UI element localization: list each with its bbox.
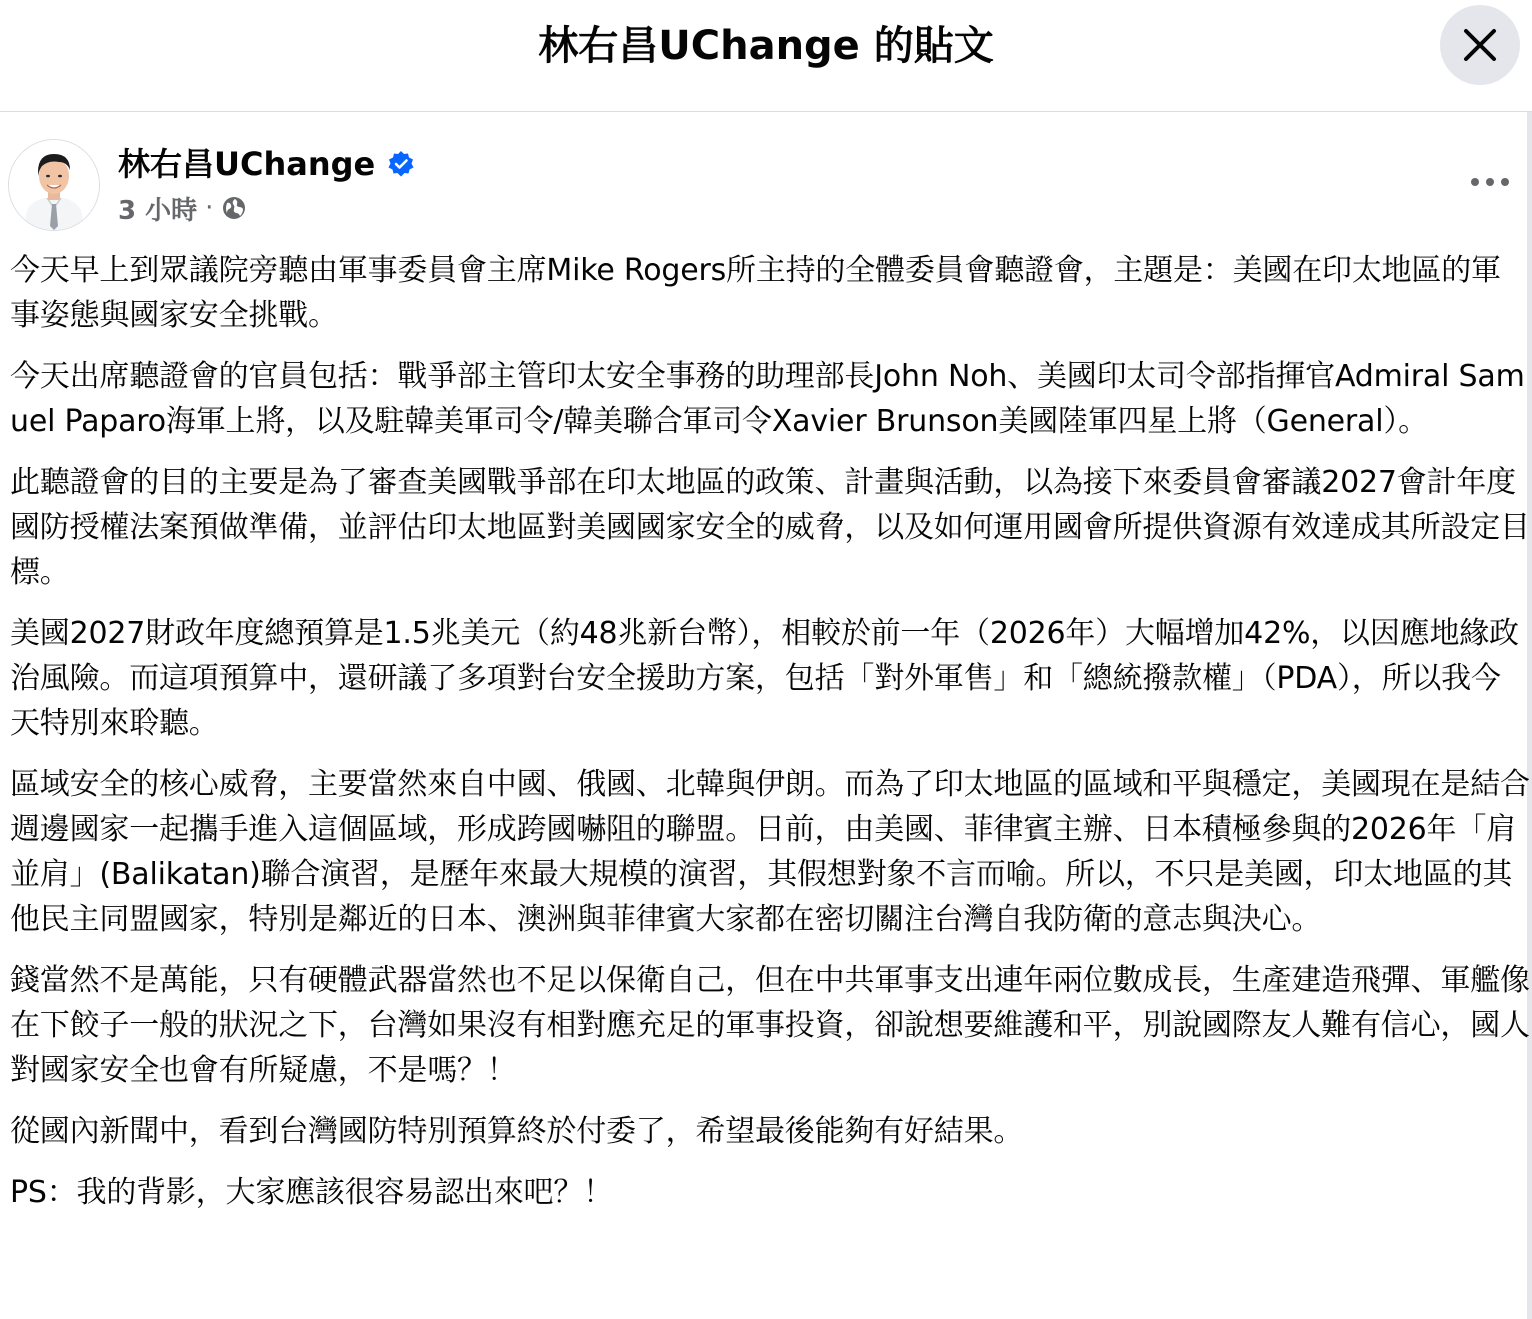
avatar[interactable]: [9, 140, 99, 230]
post-paragraph: 今天出席聽證會的官員包括：戰爭部主管印太安全事務的助理部長John Noh、美國印太司令部指揮官Admiral Samuel Paparo海軍上將，以及駐韓美軍司令/韓美聯合軍司令Xavier Brunson美國陸軍四星上將（General）。: [10, 359, 1525, 439]
post-timestamp-link[interactable]: 3 小時: [118, 195, 198, 226]
post-body: [10, 248, 1530, 1231]
avatar-photo: [9, 140, 99, 230]
post-paragraph: 區域安全的核心威脅，主要當然來自中國、俄國、北韓與伊朗。而為了印太地區的區域和平與穩定，美國現在是結合週邊國家一起攜手進入這個區域，形成跨國嚇阻的聯盟。日前，由美國、菲律賓主辦、日本積極參與的2026年「肩並肩」(Balikatan)聯合演習，是歷年來最大規模的演習，其假想對象不言而喻。所以，不只是美國，印太地區的其他民主同盟國家，特別是鄰近的日本、澳洲與菲律賓大家都在密切關注台灣自我防衛的意志與決心。: [10, 767, 1530, 937]
dialog-title: 林右昌UChange 的貼文: [538, 23, 994, 69]
post-paragraph: 錢當然不是萬能，只有硬體武器當然也不足以保衛自己，但在中共軍事支出連年兩位數成長，生產建造飛彈、軍艦像在下餃子一般的狀況之下，台灣如果沒有相對應充足的軍事投資，卻說想要維護和平，別說國際友人難有信心，國人對國家安全也會有所疑慮，不是嗎？！: [10, 963, 1530, 1088]
close-icon: [1462, 27, 1498, 63]
post-paragraph: 從國內新聞中，看到台灣國防特別預算終於付委了，希望最後能夠有好結果。: [10, 1114, 1024, 1149]
post-meta: [118, 190, 247, 226]
globe-icon[interactable]: [221, 195, 247, 221]
author-name-link[interactable]: 林右昌UChange: [118, 145, 376, 183]
verified-badge-icon: [387, 150, 415, 178]
post-header: [0, 112, 1532, 242]
post-paragraph: 美國2027財政年度總預算是1.5兆美元（約48兆新台幣），相較於前一年（2026年）大幅增加42%，以因應地緣政治風險。而這項預算中，還研議了多項對台安全援助方案，包括「對外軍售」和「總統撥款權」（PDA），所以我今天特別來聆聽。: [10, 616, 1519, 741]
meta-separator: ·: [205, 193, 214, 223]
dialog-header: [0, 0, 1532, 112]
post-paragraph: 此聽證會的目的主要是為了審查美國戰爭部在印太地區的政策、計畫與活動，以為接下來委員會審議2027會計年度國防授權法案預做準備，並評估印太地區對美國國家安全的威脅，以及如何運用國會所提供資源有效達成其所設定目標。: [10, 465, 1530, 590]
more-options-button[interactable]: [1462, 160, 1518, 204]
close-button[interactable]: [1440, 5, 1520, 85]
post-paragraph: 今天早上到眾議院旁聽由軍事委員會主席Mike Rogers所主持的全體委員會聽證會，主題是：美國在印太地區的軍事姿態與國家安全挑戰。: [10, 253, 1501, 333]
post-paragraph: PS：我的背影，大家應該很容易認出來吧？！: [10, 1175, 613, 1210]
author-name-row: [118, 142, 415, 186]
more-dots-icon: [1462, 160, 1518, 204]
